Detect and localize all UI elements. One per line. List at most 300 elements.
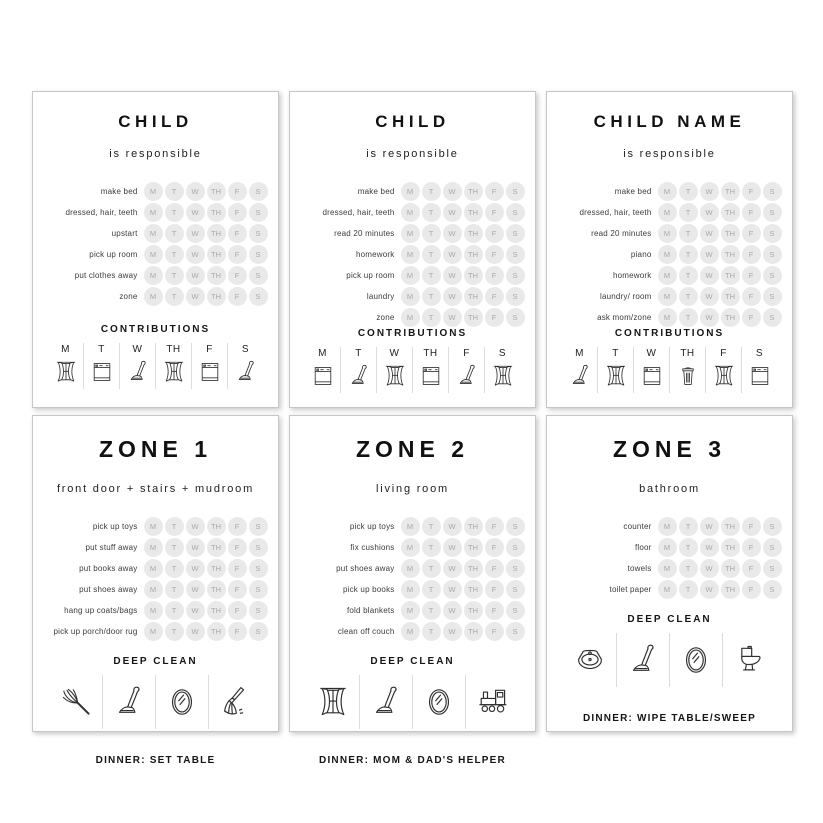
contribution-column [633,347,669,393]
task-label: hang up coats/bags [64,605,138,615]
day-bubble-t[interactable]: T [422,266,441,285]
day-bubble-w[interactable]: W [443,224,462,243]
day-bubble-w[interactable]: W [700,287,719,306]
card-bottom-section [557,614,782,724]
day-bubble-w[interactable]: W [443,308,462,327]
day-bubble-m[interactable]: M [658,224,677,243]
day-bubble-m[interactable]: M [144,517,163,536]
day-bubble-f[interactable]: F [485,580,504,599]
day-bubble-w[interactable]: W [700,308,719,327]
task-label: floor [634,542,652,552]
day-bubble-t[interactable]: T [165,580,184,599]
day-bubble-s[interactable]: S [506,559,525,578]
day-bubble-s[interactable]: S [506,538,525,557]
day-bubble-t[interactable]: T [165,622,184,641]
day-bubble-w[interactable]: W [700,559,719,578]
task-row [44,286,268,307]
day-bubble-f[interactable]: F [485,203,504,222]
day-circles [144,580,268,599]
vacuum-icon [368,684,404,720]
day-bubble-s[interactable]: S [763,308,782,327]
day-bubble-th[interactable]: TH [721,203,740,222]
toilet-icon [731,642,767,678]
dinner-label: DINNER: WIPE TABLE/SWEEP [582,712,757,724]
day-bubble-t[interactable]: T [422,182,441,201]
day-bubble-s[interactable]: S [506,622,525,641]
day-bubble-w[interactable]: W [443,245,462,264]
day-bubble-f[interactable]: F [742,245,761,264]
task-label: laundry [366,291,395,301]
section-label: DEEP CLEAN [627,613,712,625]
task-label: laundry/ room [599,291,652,301]
day-bubble-th[interactable]: TH [207,224,226,243]
task-row [301,621,525,642]
day-bubble-th[interactable]: TH [207,622,226,641]
day-bubble-f[interactable]: F [228,203,247,222]
window-icon [382,363,408,389]
day-bubble-f[interactable]: F [485,559,504,578]
day-bubble-th[interactable]: TH [721,266,740,285]
day-bubble-f[interactable]: F [742,203,761,222]
contribution-column [705,347,741,393]
day-circles [144,287,268,306]
day-bubble-w[interactable]: W [700,182,719,201]
day-bubble-w[interactable]: W [443,601,462,620]
day-bubble-f[interactable]: F [742,287,761,306]
task-row [44,265,268,286]
task-label: towels [627,563,652,573]
day-bubble-th[interactable]: TH [464,538,483,557]
day-bubble-m[interactable]: M [658,517,677,536]
dishwasher-icon [89,359,115,385]
day-bubble-w[interactable]: W [186,601,205,620]
day-bubble-f[interactable]: F [742,517,761,536]
day-bubble-s[interactable]: S [506,182,525,201]
day-bubble-m[interactable]: M [401,538,420,557]
day-bubble-t[interactable]: T [679,266,698,285]
day-bubble-f[interactable]: F [228,245,247,264]
day-bubble-f[interactable]: F [228,601,247,620]
day-bubble-f[interactable]: F [228,622,247,641]
day-bubble-s[interactable]: S [249,559,268,578]
day-bubble-t[interactable]: T [679,287,698,306]
window-icon [315,684,351,720]
day-bubble-th[interactable]: TH [721,580,740,599]
day-bubble-t[interactable]: T [679,182,698,201]
day-bubble-s[interactable]: S [506,266,525,285]
day-bubble-th[interactable]: TH [464,517,483,536]
day-bubble-t[interactable]: T [165,224,184,243]
day-bubble-s[interactable]: S [249,266,268,285]
task-row [558,537,782,558]
card-title: CHILD [375,112,450,131]
day-bubble-m[interactable]: M [658,266,677,285]
task-row [301,558,525,579]
day-bubble-w[interactable]: W [443,266,462,285]
day-circles [401,224,525,243]
day-bubble-t[interactable]: T [422,538,441,557]
day-bubble-t[interactable]: T [679,517,698,536]
day-bubble-w[interactable]: W [186,517,205,536]
icon-columns [307,675,518,729]
day-bubble-s[interactable]: S [763,517,782,536]
day-bubble-m[interactable]: M [144,224,163,243]
day-bubble-th[interactable]: TH [464,224,483,243]
day-bubble-w[interactable]: W [186,287,205,306]
day-bubble-th[interactable]: TH [721,517,740,536]
day-bubble-m[interactable]: M [401,517,420,536]
task-list [557,181,782,328]
day-bubble-t[interactable]: T [165,245,184,264]
section-label: CONTRIBUTIONS [100,324,211,335]
task-row [44,244,268,265]
day-bubble-th[interactable]: TH [464,203,483,222]
day-bubble-m[interactable]: M [658,245,677,264]
day-bubble-f[interactable]: F [485,538,504,557]
day-bubble-s[interactable]: S [249,622,268,641]
day-circles [144,245,268,264]
day-bubble-th[interactable]: TH [464,580,483,599]
task-label: homework [355,249,395,259]
day-bubble-f[interactable]: F [485,224,504,243]
day-bubble-s[interactable]: S [249,601,268,620]
day-bubble-t[interactable]: T [422,622,441,641]
day-bubble-w[interactable]: W [186,182,205,201]
day-bubble-s[interactable]: S [249,245,268,264]
day-bubble-th[interactable]: TH [464,245,483,264]
day-bubble-s[interactable]: S [763,224,782,243]
chore-card-3 [546,91,793,408]
day-bubble-th[interactable]: TH [207,601,226,620]
day-bubble-m[interactable]: M [401,559,420,578]
day-bubble-th[interactable]: TH [721,559,740,578]
day-bubble-w[interactable]: W [443,517,462,536]
day-bubble-th[interactable]: TH [721,245,740,264]
day-bubble-t[interactable]: T [165,559,184,578]
day-bubble-w[interactable]: W [186,580,205,599]
day-bubble-w[interactable]: W [700,580,719,599]
day-bubble-f[interactable]: F [485,245,504,264]
day-bubble-f[interactable]: F [485,266,504,285]
day-circles [401,580,525,599]
day-bubble-m[interactable]: M [401,308,420,327]
icon-columns [564,633,775,687]
day-bubble-m[interactable]: M [144,538,163,557]
day-bubble-th[interactable]: TH [207,517,226,536]
contribution-day: M [61,344,70,355]
day-bubble-f[interactable]: F [485,622,504,641]
card-bottom-section [300,328,525,397]
task-row [558,223,782,244]
day-bubble-f[interactable]: F [485,287,504,306]
day-bubble-w[interactable]: W [443,182,462,201]
contribution-day: M [575,347,584,359]
trash-icon [675,363,701,389]
day-bubble-th[interactable]: TH [207,266,226,285]
day-bubble-th[interactable]: TH [464,266,483,285]
day-bubble-s[interactable]: S [506,601,525,620]
icon-columns [50,675,261,729]
day-bubble-w[interactable]: W [186,538,205,557]
day-bubble-s[interactable]: S [249,538,268,557]
day-bubble-s[interactable]: S [506,308,525,327]
day-bubble-th[interactable]: TH [464,182,483,201]
task-label: pick up room [346,270,395,280]
day-circles [144,559,268,578]
day-bubble-th[interactable]: TH [207,559,226,578]
task-row [301,265,525,286]
day-bubble-w[interactable]: W [700,203,719,222]
day-bubble-w[interactable]: W [186,203,205,222]
day-bubble-m[interactable]: M [401,601,420,620]
day-bubble-m[interactable]: M [401,203,420,222]
day-bubble-t[interactable]: T [679,580,698,599]
day-circles [401,287,525,306]
day-bubble-t[interactable]: T [422,224,441,243]
deep-clean-column [616,633,669,687]
day-bubble-th[interactable]: TH [721,308,740,327]
task-label: read 20 minutes [591,228,652,238]
day-bubble-m[interactable]: M [144,287,163,306]
day-bubble-th[interactable]: TH [464,308,483,327]
day-bubble-m[interactable]: M [144,601,163,620]
day-bubble-t[interactable]: T [165,538,184,557]
day-bubble-w[interactable]: W [700,245,719,264]
contribution-column [155,343,191,389]
day-bubble-th[interactable]: TH [207,245,226,264]
day-bubble-s[interactable]: S [249,287,268,306]
day-bubble-t[interactable]: T [679,308,698,327]
chore-card-4 [32,415,279,766]
day-bubble-f[interactable]: F [228,224,247,243]
day-bubble-m[interactable]: M [401,622,420,641]
day-bubble-f[interactable]: F [742,224,761,243]
day-bubble-t[interactable]: T [165,203,184,222]
day-bubble-s[interactable]: S [763,287,782,306]
day-bubble-t[interactable]: T [679,203,698,222]
task-label: put shoes away [79,584,138,594]
day-bubble-m[interactable]: M [144,559,163,578]
day-bubble-m[interactable]: M [401,580,420,599]
day-bubble-s[interactable]: S [249,182,268,201]
day-bubble-m[interactable]: M [658,538,677,557]
day-bubble-m[interactable]: M [401,287,420,306]
day-bubble-m[interactable]: M [144,266,163,285]
contribution-day: F [720,347,727,359]
day-circles [401,308,525,327]
day-bubble-th[interactable]: TH [464,559,483,578]
day-bubble-s[interactable]: S [506,517,525,536]
day-bubble-w[interactable]: W [443,559,462,578]
day-bubble-f[interactable]: F [742,182,761,201]
icon-columns [562,347,777,393]
day-bubble-f[interactable]: F [228,517,247,536]
day-bubble-s[interactable]: S [506,580,525,599]
day-bubble-s[interactable]: S [249,580,268,599]
deep-clean-column [359,675,412,729]
day-bubble-t[interactable]: T [422,559,441,578]
day-bubble-w[interactable]: W [443,538,462,557]
task-label: dressed, hair, teeth [322,207,395,217]
day-bubble-th[interactable]: TH [207,203,226,222]
day-bubble-w[interactable]: W [700,538,719,557]
task-row [44,516,268,537]
card-title: ZONE 1 [98,436,213,462]
day-bubble-f[interactable]: F [485,308,504,327]
day-bubble-m[interactable]: M [658,308,677,327]
day-bubble-th[interactable]: TH [464,601,483,620]
day-bubble-w[interactable]: W [700,517,719,536]
day-bubble-th[interactable]: TH [207,538,226,557]
day-circles [401,517,525,536]
day-bubble-m[interactable]: M [658,559,677,578]
task-row [558,265,782,286]
day-bubble-f[interactable]: F [228,538,247,557]
day-bubble-s[interactable]: S [763,538,782,557]
day-bubble-w[interactable]: W [186,245,205,264]
day-bubble-t[interactable]: T [165,287,184,306]
day-bubble-f[interactable]: F [228,287,247,306]
dinner-label: DINNER: SET TABLE [95,754,216,766]
day-bubble-t[interactable]: T [165,601,184,620]
day-bubble-th[interactable]: TH [721,182,740,201]
day-bubble-s[interactable]: S [763,266,782,285]
day-bubble-m[interactable]: M [144,622,163,641]
day-bubble-s[interactable]: S [763,203,782,222]
day-bubble-f[interactable]: F [485,182,504,201]
day-bubble-t[interactable]: T [422,308,441,327]
day-circles [144,182,268,201]
day-bubble-s[interactable]: S [763,580,782,599]
day-bubble-w[interactable]: W [186,266,205,285]
day-bubble-m[interactable]: M [658,182,677,201]
day-bubble-w[interactable]: W [700,266,719,285]
day-bubble-s[interactable]: S [763,182,782,201]
day-bubble-s[interactable]: S [763,245,782,264]
day-bubble-th[interactable]: TH [721,224,740,243]
day-bubble-w[interactable]: W [700,224,719,243]
day-bubble-t[interactable]: T [679,224,698,243]
task-row [44,181,268,202]
day-bubble-t[interactable]: T [165,182,184,201]
day-bubble-m[interactable]: M [658,203,677,222]
vacuum-icon [567,363,593,389]
day-bubble-f[interactable]: F [485,601,504,620]
task-label: zone [119,291,138,301]
day-bubble-t[interactable]: T [422,203,441,222]
day-bubble-t[interactable]: T [679,538,698,557]
day-bubble-f[interactable]: F [228,580,247,599]
contribution-day: TH [680,347,695,359]
day-bubble-th[interactable]: TH [464,622,483,641]
day-circles [401,182,525,201]
day-bubble-m[interactable]: M [401,266,420,285]
day-bubble-m[interactable]: M [144,580,163,599]
day-bubble-w[interactable]: W [443,622,462,641]
day-bubble-m[interactable]: M [401,245,420,264]
day-bubble-t[interactable]: T [165,266,184,285]
day-bubble-m[interactable]: M [658,287,677,306]
day-bubble-th[interactable]: TH [207,580,226,599]
day-circles [658,517,782,536]
day-bubble-m[interactable]: M [401,182,420,201]
card-bottom-section [43,324,268,393]
chore-card-2 [289,91,536,408]
day-bubble-s[interactable]: S [506,287,525,306]
day-bubble-s[interactable]: S [249,203,268,222]
section-label: DEEP CLEAN [113,655,198,667]
contribution-column [119,343,155,389]
day-bubble-f[interactable]: F [228,266,247,285]
contribution-column [669,347,705,393]
day-bubble-t[interactable]: T [422,287,441,306]
contribution-column [227,343,263,389]
day-bubble-w[interactable]: W [186,559,205,578]
day-bubble-th[interactable]: TH [464,287,483,306]
contribution-day: T [98,344,105,355]
dinner-label: DINNER: MOM & DAD'S HELPER [319,754,506,766]
day-bubble-t[interactable]: T [422,601,441,620]
day-bubble-t[interactable]: T [422,245,441,264]
day-bubble-t[interactable]: T [679,559,698,578]
day-bubble-th[interactable]: TH [207,287,226,306]
day-bubble-f[interactable]: F [228,182,247,201]
day-bubble-w[interactable]: W [186,224,205,243]
day-bubble-f[interactable]: F [742,559,761,578]
day-bubble-m[interactable]: M [658,580,677,599]
day-bubble-th[interactable]: TH [721,538,740,557]
icon-columns [305,347,520,393]
deep-clean-column [102,675,155,729]
contribution-column [448,347,484,393]
day-bubble-s[interactable]: S [763,559,782,578]
day-bubble-t[interactable]: T [679,245,698,264]
day-bubble-f[interactable]: F [742,308,761,327]
day-bubble-f[interactable]: F [742,266,761,285]
day-bubble-f[interactable]: F [485,517,504,536]
day-bubble-w[interactable]: W [443,203,462,222]
day-bubble-f[interactable]: F [742,538,761,557]
section-label: CONTRIBUTIONS [614,327,725,339]
deep-clean-column [564,633,616,687]
day-bubble-s[interactable]: S [249,517,268,536]
day-bubble-th[interactable]: TH [721,287,740,306]
day-bubble-t[interactable]: T [165,517,184,536]
card-subtitle: is responsible [109,148,202,161]
day-bubble-w[interactable]: W [186,622,205,641]
day-bubble-s[interactable]: S [249,224,268,243]
day-bubble-w[interactable]: W [443,287,462,306]
day-bubble-m[interactable]: M [401,224,420,243]
day-bubble-w[interactable]: W [443,580,462,599]
day-bubble-m[interactable]: M [144,182,163,201]
task-label: zone [376,312,395,322]
window-icon [711,363,737,389]
day-bubble-s[interactable]: S [506,203,525,222]
day-bubble-s[interactable]: S [506,224,525,243]
day-bubble-f[interactable]: F [228,559,247,578]
day-bubble-m[interactable]: M [144,203,163,222]
day-bubble-s[interactable]: S [506,245,525,264]
day-bubble-m[interactable]: M [144,245,163,264]
task-label: homework [612,270,652,280]
day-bubble-t[interactable]: T [422,580,441,599]
day-bubble-t[interactable]: T [422,517,441,536]
task-row [301,181,525,202]
day-bubble-f[interactable]: F [742,580,761,599]
task-row [44,600,268,621]
day-bubble-th[interactable]: TH [207,182,226,201]
